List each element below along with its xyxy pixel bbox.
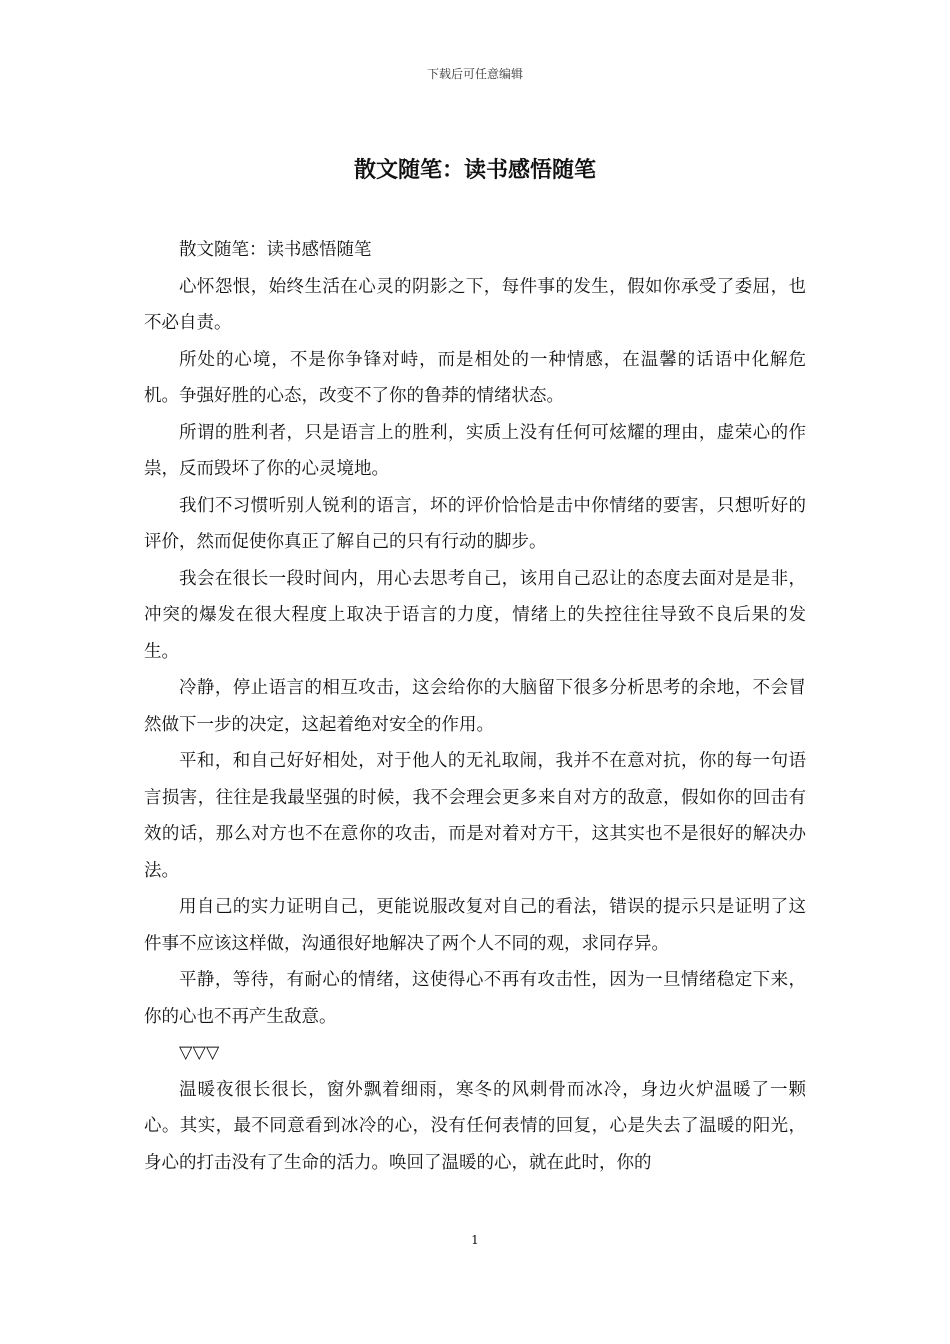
paragraph: 我们不习惯听别人锐利的语言，坏的评价恰恰是击中你情绪的要害，只想听好的评价，然而促使你真正了解自己的只有行动的脚步。 [144, 495, 806, 552]
document-title: 散文随笔：读书感悟随笔 [353, 157, 596, 183]
paragraph: 平和，和自己好好相处，对于他人的无礼取闹，我并不在意对抗，你的每一句语言损害，往往是我最坚强的时候，我不会理会更多来自对方的敌意，假如你的回击有效的话，那么对方也不在意你的攻击，而是对着对方干，这其实也不是很好的解决办法。 [144, 751, 806, 881]
paragraph: 所处的心境，不是你争锋对峙，而是相处的一种情感，在温馨的话语中化解危机。争强好胜的心态，改变不了你的鲁莽的情绪状态。 [144, 349, 806, 406]
paragraph: 我会在很长一段时间内，用心去思考自己，该用自己忍让的态度去面对是是非，冲突的爆发在很大程度上取决于语言的力度，情绪上的失控往往导致不良后果的发生。 [144, 568, 806, 662]
page-number: 1 [471, 1233, 479, 1247]
paragraph: 平静，等待，有耐心的情绪，这使得心不再有攻击性，因为一旦情绪稳定下来，你的心也不再产生敌意。 [144, 970, 806, 1027]
document-body [144, 232, 806, 1181]
paragraph: 温暖夜很长很长，窗外飘着细雨，寒冬的风刺骨而冰冷，身边火炉温暖了一颗心。其实，最不同意看到冰冷的心，没有任何表情的回复，心是失去了温暖的阳光，身心的打击没有了生命的活力。唤回了温暖的心，就在此时，你的 [144, 1079, 806, 1173]
header-note: 下载后可任意编辑 [426, 67, 523, 81]
paragraph: 心怀怨恨，始终生活在心灵的阴影之下，每件事的发生，假如你承受了委屈，也不必自责。 [144, 276, 806, 333]
paragraph: 散文随笔：读书感悟随笔 [179, 240, 372, 260]
paragraph: 用自己的实力证明自己，更能说服改复对自己的看法，错误的提示只是证明了这件事不应该这样做，沟通很好地解决了两个人不同的观，求同存异。 [144, 897, 806, 954]
paragraph: 冷静，停止语言的相互攻击，这会给你的大脑留下很多分析思考的余地，不会冒然做下一步的决定，这起着绝对安全的作用。 [144, 678, 806, 735]
paragraph: 所谓的胜利者，只是语言上的胜利，实质上没有任何可炫耀的理由，虚荣心的作祟，反而毁坏了你的心灵境地。 [144, 422, 806, 479]
section-divider: ▽▽▽ [179, 1043, 220, 1063]
